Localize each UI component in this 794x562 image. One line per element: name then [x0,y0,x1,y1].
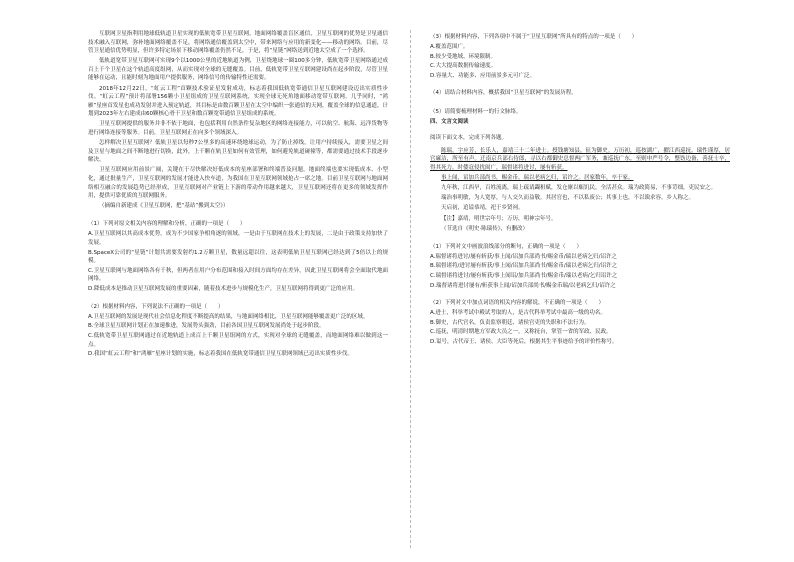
left-column [88,30,388,548]
option: C.卫星互联网与地面网络各有千秋，但两者在用户分布范围和接入时间方面均存在差异，因此卫星互联网将会全面取代地面网络。 [88,267,388,283]
passage-paragraph: 瑞治事明敏，为人宽厚，与人交久而益敬。其居官也，不以私废公；其事上也，不以谀求容。乡人称之。 [441,195,695,202]
question-stem: （4）请结合材料内容，概括我国“卫星互联网”的发展历程。 [430,90,577,97]
option: D.我国“虹云工程”和“鸿雁”星座计划的实施，标志着我国在低轨宽带通信卫星互联网领域已迈出实质性步伐。 [88,351,353,358]
question-stem: （1）下列对文中画波浪线部分的断句，正确的一项是（ ） [430,243,583,250]
paragraph: 卫星互联网提供的服务并非不依于地面，也包括利用自然条件复杂地区的网络连接能力，可以航空、航海、远洋货物等进行网络连接等服务。目前，卫星互联网正在向多个领域深入。 [88,121,388,137]
option: D.容量大、功能多、应用前景多元可广泛。 [430,72,535,79]
option: B.御史，古代官名，负责监察朝廷、诸侯官吏的失职和不法行为。 [430,319,590,326]
passage-paragraph: 陈瑞，字应芳，长乐人，嘉靖三十二年进士。授钱塘知县，征为御史。万历初，巡按湖广，擢江西巡抚。瑞性谨厚，居官廉洁，所至有声。迁南京兵部右侍郎，寻以右都御史总督两广军务，兼巡抚广东。至则申严号令，整饬边备，善抚士卒，得其死力。时倭寇侵扰闽广，瑞督诸将进讨，屡有斩获。 [430,147,730,172]
option: C.瑞督诸将进讨/屡有斩获/事上闻诏/加兵部尚书/赐金币/瑞以老病/乞归诏许之 [430,272,618,279]
source-citation: （节选自《明史·陈瑞传》，有删改） [441,225,528,232]
question-stem: （1）下列对原文相关内容的理解和分析，正确的一项是（ ） [88,221,246,228]
question-stem: （2）下列对文中加点词语的相关内容的解说，不正确的一项是（ ） [430,300,605,307]
option: C.低轨宽带卫星互联网通过在近地轨道上成百上千颗卫星组网的方式，实现对全球的无缝覆盖，而地面网络难以做到这一点。 [88,332,388,348]
option: D.降低成本是推动卫星互联网发展的重要因素，随着技术进步与规模化生产，卫星互联网将得到更广泛的应用。 [88,286,358,293]
section-title: 四、文言文阅读 [430,119,469,126]
question-stem: （5）请简要梳理材料一的行文脉络。 [430,108,522,115]
option: D.谥号，古代帝王、诸侯、大臣等死后，根据其生平事迹给予的评价性称号。 [430,339,618,346]
paragraph: 互联网卫星指利用地球低轨道卫星实现的低轨宽带卫星互联网。地面网络覆盖盲区通信，卫星互联网的优势是卫星通信技术融入互联网，弥补地面网络覆盖不足，将网络通信覆盖到太空中，带来网络与应用的新变化——移动的网络。目前，尽管卫星通信优势明显，但许多特定场景下移动网络覆盖仍然不足，于是，将“星链”网络送到近地太空成了一个选择。 [88,31,388,55]
option: A.覆盖范围广。 [430,44,469,51]
paragraph: 2018年12月22日，“虹云工程”首颗技术验证星发射成功，标志着我国低轨宽带通信卫星互联网建设迈出实质性步伐。“虹云工程”预计将部署156颗小卫星组成的卫星互联网系统，实现全球无死角地面移动宽带互联网。几乎同时，“鸿雁”星座首发星也成功发射并进入预定轨道，其目标是由数百颗卫星在太空中编织一张通信的天网，覆盖全球的信息通道，计划到2023年左右建成由60颗核心骨干卫星和数百颗宽带通信卫星组成的系统。 [88,85,388,118]
option: D.瑞督诸将进讨屡有/斩获事上闻/诏加兵部尚书/赐金币瑞/以老病乞归/诏许之 [430,282,616,289]
section-intro: 阅读下面文本，完成下列各题。 [430,134,508,141]
passage-paragraph: 九年秋，江西旱，百姓流离，瑞上疏请蠲租赋，发仓廪以赈饥民，全活甚众。瑞为政简易，不事苛细，吏民安之。 [441,185,717,192]
question-stem: （3）根据材料内容，下列各项中不属于“卫星互联网”所具有的特点的一项是（ ） [430,34,638,40]
option: A.进士，科举考试中殿试考取的人，是古代科举考试中最高一级的功名。 [430,310,606,317]
question-stem: （2）根据材料内容，下列说法不正确的一项是（ ） [88,303,224,310]
option: B.全球卫星互联网计划正在加速推进，发展势头强劲，目前各国卫星互联网发展尚处于起步阶段。 [88,323,325,330]
option: B.SpaceX公司的“星链”计划共需要发射约1.2万颗卫星，数量远超以往，这表明低轨卫星互联网已经达到了5倍以上的规模。 [88,249,388,265]
option: A.卫星互联网的发展是现代社会信息化程度不断提高的结果，与地面网络相比，卫星互联网能够覆盖更广泛的区域。 [88,313,369,320]
passage-paragraph: 天启初，追谥恭靖，祀于乡贤祠。 [441,205,524,212]
option: C.巡抚，明清时期地方军政大员之一，又称抚台，掌管一省的军政、民政。 [430,329,612,336]
option: C.大大提高数据传输速度。 [430,63,497,70]
right-column [430,30,730,548]
option: A.瑞督诸将进讨/屡有斩获/事上闻/诏加兵部尚书/赐金币/瑞以老病乞归/诏许之 [430,253,618,260]
source-citation: （摘编自新建成《卫星互联网，把“基站”搬到太空》） [99,203,229,210]
annotation-note: 【注】嘉靖，明世宗年号；万历，明神宗年号。 [441,215,557,222]
option: B.较少受地域、环境限制。 [430,53,497,60]
option: B.瑞督诸将/进讨屡有斩获/事上闻/诏加兵部尚书/赐金币/瑞以老病乞归/诏许之 [430,263,618,270]
paragraph: 怎样解决卫星互联网？低轨卫星以每秒7公里多的高速环绕地球运动，为了防止掉线，让用户持续接入，需要卫星之间及卫星与地面之间不断地进行切换，此外，上千颗在轨卫星如何有效管理，如何避免轨道碰撞等，都需要通过技术手段逐步解决。 [88,140,388,164]
passage-paragraph: 事上闻，诏加兵部尚书，赐金币。瑞以老病乞归，诏许之。居家数年，卒于家。 [441,175,634,182]
paragraph: 卫星互联网应用前景广阔，关键在于尽快解决好低成本的星座部署和终端普及问题。地面终端也要实现低成本、小型化，通过批量生产，卫星互联网的发展才能进入快车道，为我国在卫星互联网领域抢占一席之地。目前卫星互联网与地面网络相互融合的发展趋势已经形成，卫星互联网对产业链上下游的带动作用越来越大，卫星互联网还将在更多的领域发挥作用，提供可靠优质的互联网服务。 [88,167,388,200]
option: A.卫星互联网以其高成本优势，成为不少国家争相角逐的领域，一是由于互联网在技术上的发展，二是由于政策支持加快了发展。 [88,231,388,247]
paragraph: 低轨道宽带卫星互联网可实现9个以1000公里的近地轨道为例，卫星绕地球一圈100多分钟，低轨宽带卫星网络通过成百上千个卫星在这个轨道高度组网，从而实现对全球的无缝覆盖。目前，低轨宽带卫星互联网建设尚在起步阶段，尽管卫星能够在运动，且能时刻为地面用户提供服务，网络信号的传输特性还需要。 [88,58,388,82]
column-divider [410,30,411,548]
